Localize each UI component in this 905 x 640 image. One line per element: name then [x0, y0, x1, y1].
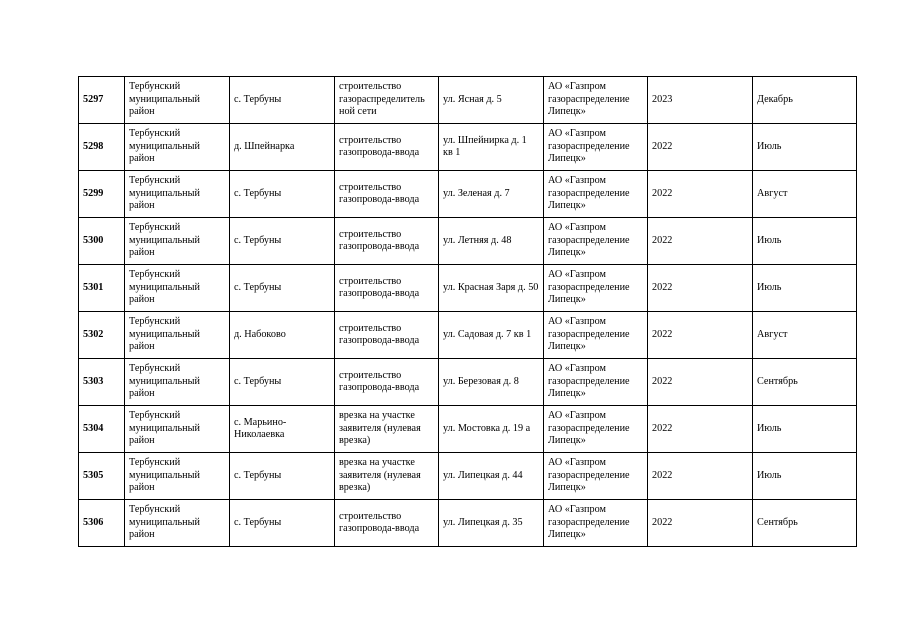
address-cell: ул. Летняя д. 48: [439, 218, 544, 265]
month-cell: Август: [753, 312, 857, 359]
year-cell: 2022: [648, 500, 753, 547]
organization-cell: АО «Газпром газораспределение Липецк»: [544, 124, 648, 171]
work-type-cell: строительство газопровода-ввода: [335, 171, 439, 218]
table-row: [79, 359, 857, 406]
table-row: [79, 265, 857, 312]
district-cell: Тербунский муниципальный район: [125, 124, 230, 171]
year-cell: 2022: [648, 312, 753, 359]
work-type-cell: строительство газопровода-ввода: [335, 312, 439, 359]
work-type-cell: строительство газопровода-ввода: [335, 124, 439, 171]
year-cell: 2022: [648, 124, 753, 171]
locality-cell: д. Набоково: [230, 312, 335, 359]
district-cell: Тербунский муниципальный район: [125, 312, 230, 359]
month-cell: Июль: [753, 453, 857, 500]
row-number: 5303: [79, 359, 125, 406]
table-row: [79, 312, 857, 359]
organization-cell: АО «Газпром газораспределение Липецк»: [544, 406, 648, 453]
district-cell: Тербунский муниципальный район: [125, 453, 230, 500]
month-cell: Декабрь: [753, 77, 857, 124]
organization-cell: АО «Газпром газораспределение Липецк»: [544, 312, 648, 359]
locality-cell: д. Шпейнарка: [230, 124, 335, 171]
district-cell: Тербунский муниципальный район: [125, 359, 230, 406]
table-row: [79, 500, 857, 547]
year-cell: 2022: [648, 265, 753, 312]
address-cell: ул. Садовая д. 7 кв 1: [439, 312, 544, 359]
row-number: 5297: [79, 77, 125, 124]
address-cell: ул. Липецкая д. 35: [439, 500, 544, 547]
year-cell: 2022: [648, 171, 753, 218]
row-number: 5300: [79, 218, 125, 265]
organization-cell: АО «Газпром газораспределение Липецк»: [544, 453, 648, 500]
work-type-cell: врезка на участке заявителя (нулевая врезка): [335, 406, 439, 453]
table-row: [79, 124, 857, 171]
organization-cell: АО «Газпром газораспределение Липецк»: [544, 500, 648, 547]
organization-cell: АО «Газпром газораспределение Липецк»: [544, 265, 648, 312]
locality-cell: с. Тербуны: [230, 77, 335, 124]
year-cell: 2022: [648, 453, 753, 500]
district-cell: Тербунский муниципальный район: [125, 500, 230, 547]
row-number: 5299: [79, 171, 125, 218]
locality-cell: с. Марьино-Николаевка: [230, 406, 335, 453]
month-cell: Июль: [753, 265, 857, 312]
organization-cell: АО «Газпром газораспределение Липецк»: [544, 359, 648, 406]
month-cell: Август: [753, 171, 857, 218]
address-cell: ул. Липецкая д. 44: [439, 453, 544, 500]
row-number: 5302: [79, 312, 125, 359]
locality-cell: с. Тербуны: [230, 265, 335, 312]
district-cell: Тербунский муниципальный район: [125, 265, 230, 312]
year-cell: 2023: [648, 77, 753, 124]
district-cell: Тербунский муниципальный район: [125, 171, 230, 218]
table-row: [79, 406, 857, 453]
table-row: [79, 453, 857, 500]
month-cell: Июль: [753, 218, 857, 265]
district-cell: Тербунский муниципальный район: [125, 406, 230, 453]
locality-cell: с. Тербуны: [230, 171, 335, 218]
month-cell: Сентябрь: [753, 359, 857, 406]
month-cell: Июль: [753, 406, 857, 453]
district-cell: Тербунский муниципальный район: [125, 77, 230, 124]
work-type-cell: строительство газораспределитель ной сети: [335, 77, 439, 124]
year-cell: 2022: [648, 406, 753, 453]
month-cell: Сентябрь: [753, 500, 857, 547]
district-cell: Тербунский муниципальный район: [125, 218, 230, 265]
month-cell: Июль: [753, 124, 857, 171]
year-cell: 2022: [648, 218, 753, 265]
row-number: 5301: [79, 265, 125, 312]
organization-cell: АО «Газпром газораспределение Липецк»: [544, 77, 648, 124]
row-number: 5304: [79, 406, 125, 453]
address-cell: ул. Красная Заря д. 50: [439, 265, 544, 312]
work-type-cell: строительство газопровода-ввода: [335, 218, 439, 265]
row-number: 5305: [79, 453, 125, 500]
work-type-cell: строительство газопровода-ввода: [335, 359, 439, 406]
address-cell: ул. Мостовка д. 19 а: [439, 406, 544, 453]
row-number: 5298: [79, 124, 125, 171]
row-number: 5306: [79, 500, 125, 547]
table-row: [79, 171, 857, 218]
work-type-cell: врезка на участке заявителя (нулевая врезка): [335, 453, 439, 500]
locality-cell: с. Тербуны: [230, 500, 335, 547]
address-cell: ул. Зеленая д. 7: [439, 171, 544, 218]
gasification-table: [78, 76, 857, 547]
locality-cell: с. Тербуны: [230, 359, 335, 406]
organization-cell: АО «Газпром газораспределение Липецк»: [544, 218, 648, 265]
address-cell: ул. Березовая д. 8: [439, 359, 544, 406]
table-row: [79, 218, 857, 265]
year-cell: 2022: [648, 359, 753, 406]
work-type-cell: строительство газопровода-ввода: [335, 265, 439, 312]
locality-cell: с. Тербуны: [230, 453, 335, 500]
address-cell: ул. Ясная д. 5: [439, 77, 544, 124]
work-type-cell: строительство газопровода-ввода: [335, 500, 439, 547]
table-row: [79, 77, 857, 124]
locality-cell: с. Тербуны: [230, 218, 335, 265]
address-cell: ул. Шпейнирка д. 1 кв 1: [439, 124, 544, 171]
organization-cell: АО «Газпром газораспределение Липецк»: [544, 171, 648, 218]
